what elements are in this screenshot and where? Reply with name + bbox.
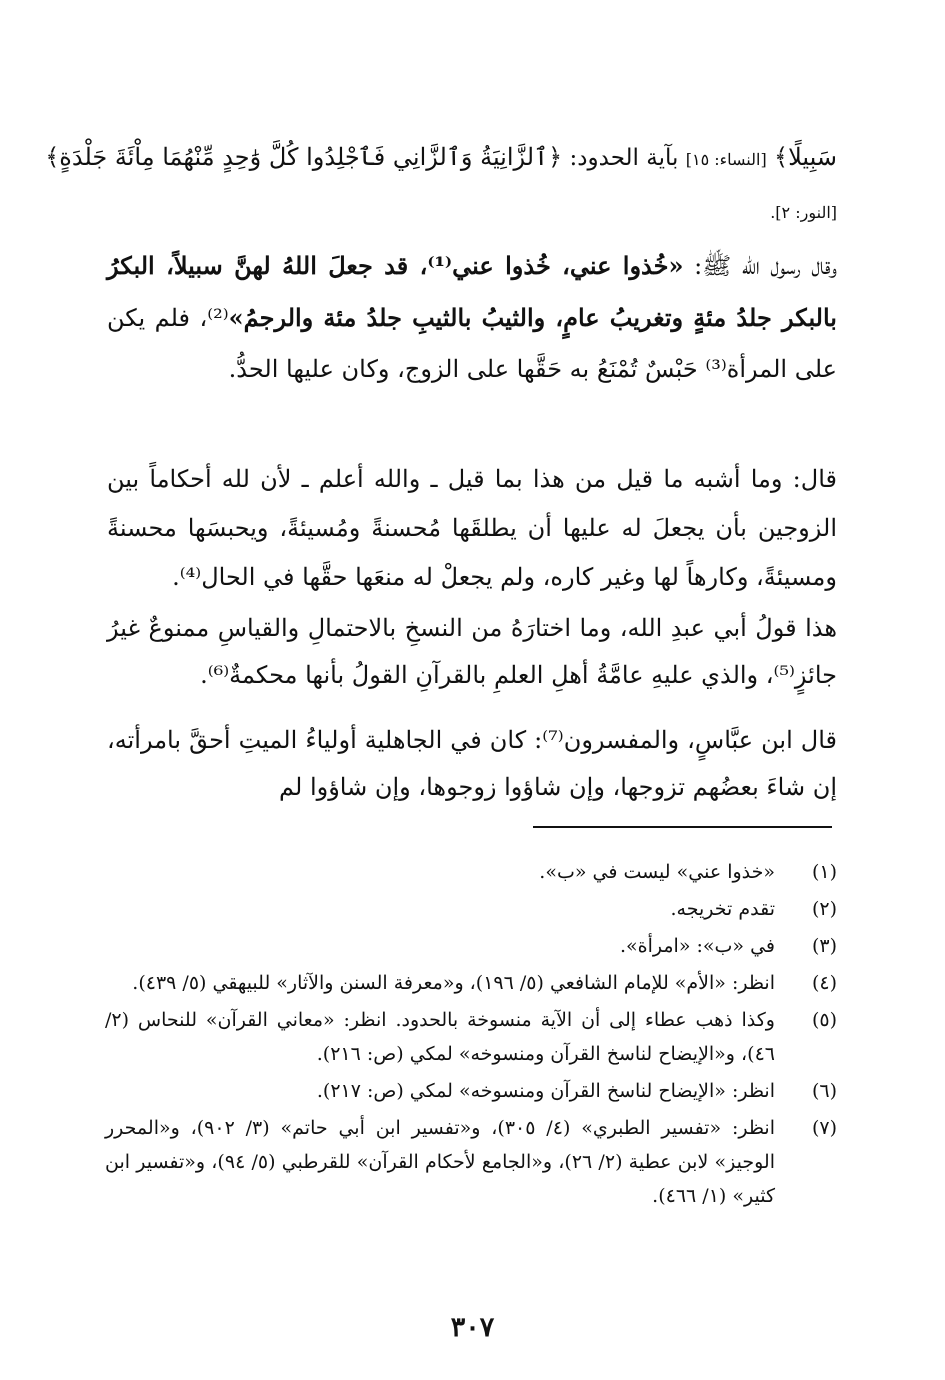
- footnote-item: [105, 1003, 837, 1071]
- hadith-text: «خُذوا عني، خُذوا عني⁽¹⁾، قد جعلَ اللهُ لهنَّ سبيلاً، البكرُ بالبكر جلدُ مئةٍ وتغريبُ عامٍ، والثيبُ بالثيبِ جلدُ مئة والرجمُ»: [107, 251, 837, 332]
- verse-intro-text: بآية الحدود:: [562, 145, 679, 171]
- surah-reference-nur: [النور: ٢].: [770, 203, 837, 222]
- footnote-number: (١): [811, 861, 837, 883]
- footnote-text: «خذوا عني» ليست في «ب».: [539, 861, 775, 883]
- footnote-number: (٢): [811, 898, 837, 920]
- paragraph-opinion: هذا قولُ أبي عبدِ الله، وما اختارَهُ من النسخِ بالاحتمالِ والقياسِ ممنوعٌ غيرُ جائزٍ⁽⁵⁾، والذي عليهِ عامَّةُ أهلِ العلمِ بالقرآنِ القولُ بأنها محكمةٌ⁽⁶⁾.: [107, 614, 837, 689]
- paragraph-ruling: قال: وما أشبه ما قيل من هذا بما قيل ـ والله أعلم ـ لأن لله أحكاماً بين الزوجين بأن يجعلَ له عليها أن يطلقَها مُحسنةً ومُسيئةً، ويحبسَها محسنةً ومسيئةً، وكارهاً لها وغير كاره، ولم يجعلْ له منعَها حقَّها في الحال⁽⁴⁾.: [107, 465, 837, 591]
- footnote-number: (٣): [811, 935, 837, 957]
- footnote-number: (٥): [811, 1009, 837, 1031]
- footnote-item: [105, 929, 837, 963]
- footnote-text: تقدم تخريجه.: [670, 898, 775, 920]
- footnote-text: انظر: «الإيضاح لناسخ القرآن ومنسوخه» لمكي (ص: ٢١٧).: [316, 1080, 775, 1102]
- footnote-item: [105, 966, 837, 1000]
- verse-ending: سَبِيلًا﴾: [774, 143, 837, 171]
- footnote-text: وكذا ذهب عطاء إلى أن الآية منسوخة بالحدود. انظر: «معاني القرآن» للنحاس (٢/ ٤٦)، و«الإيضاح لناسخ القرآن ومنسوخه» لمكي (ص: ٢١٦).: [105, 1009, 775, 1065]
- footnote-text: في «ب»: «امرأة».: [620, 935, 775, 957]
- quran-verse: ﴿ٱلزَّانِيَةُ وَٱلزَّانِي فَٱجْلِدُوا كُلَّ وَٰحِدٍ مِّنْهُمَا مِاْئَةَ جَلْدَةٍ﴾: [45, 143, 563, 171]
- hadith-commentary: ⁽²⁾، فلم يكن على المرأة⁽³⁾ حَبْسٌ تُمْنَعُ به حَقَّها على الزوج، وكان عليها الحدُّ.: [107, 304, 837, 383]
- footnote-item: [105, 892, 837, 926]
- footnote-text: انظر: «الأم» للإمام الشافعي (٥/ ١٩٦)، و«معرفة السنن والآثار» للبيهقي (٥/ ٤٣٩).: [132, 972, 775, 994]
- footnote-number: (٤): [811, 972, 837, 994]
- paragraph-hadith: [107, 240, 837, 395]
- footnote-text: انظر: «تفسير الطبري» (٤/ ٣٠٥)، و«تفسير ابن أبي حاتم» (٣/ ٩٠٢)، و«المحرر الوجيز» لابن عطية (٢/ ٢٦)، و«الجامع لأحكام القرآن» للقرطبي (٥/ ٩٤)، و«تفسير ابن كثير» (١/ ٤٦٦).: [105, 1117, 775, 1207]
- hadith-lead: وقال رسول الله ﷺ:: [683, 252, 837, 280]
- page-number: ٣٠٧: [450, 1312, 495, 1343]
- footnote-item: [105, 1074, 837, 1108]
- footnote-divider: [533, 826, 832, 828]
- footnote-item: [105, 1111, 837, 1213]
- verse-line: [45, 140, 837, 177]
- surah-reference-nisa: [النساء: ١٥]: [685, 150, 767, 169]
- paragraph-ibn-abbas: قال ابن عبَّاسٍ، والمفسرون⁽⁷⁾: كان في الجاهلية أولياءُ الميتِ أحقَّ بامرأته، إن شاءَ بعضُهم تزوجها، وإن شاؤوا زوجوها، وإن شاؤوا لم: [107, 726, 837, 801]
- footnotes: [105, 855, 837, 1216]
- footnote-number: (٧): [811, 1117, 837, 1139]
- footnote-number: (٦): [811, 1080, 837, 1102]
- footnote-item: [105, 855, 837, 889]
